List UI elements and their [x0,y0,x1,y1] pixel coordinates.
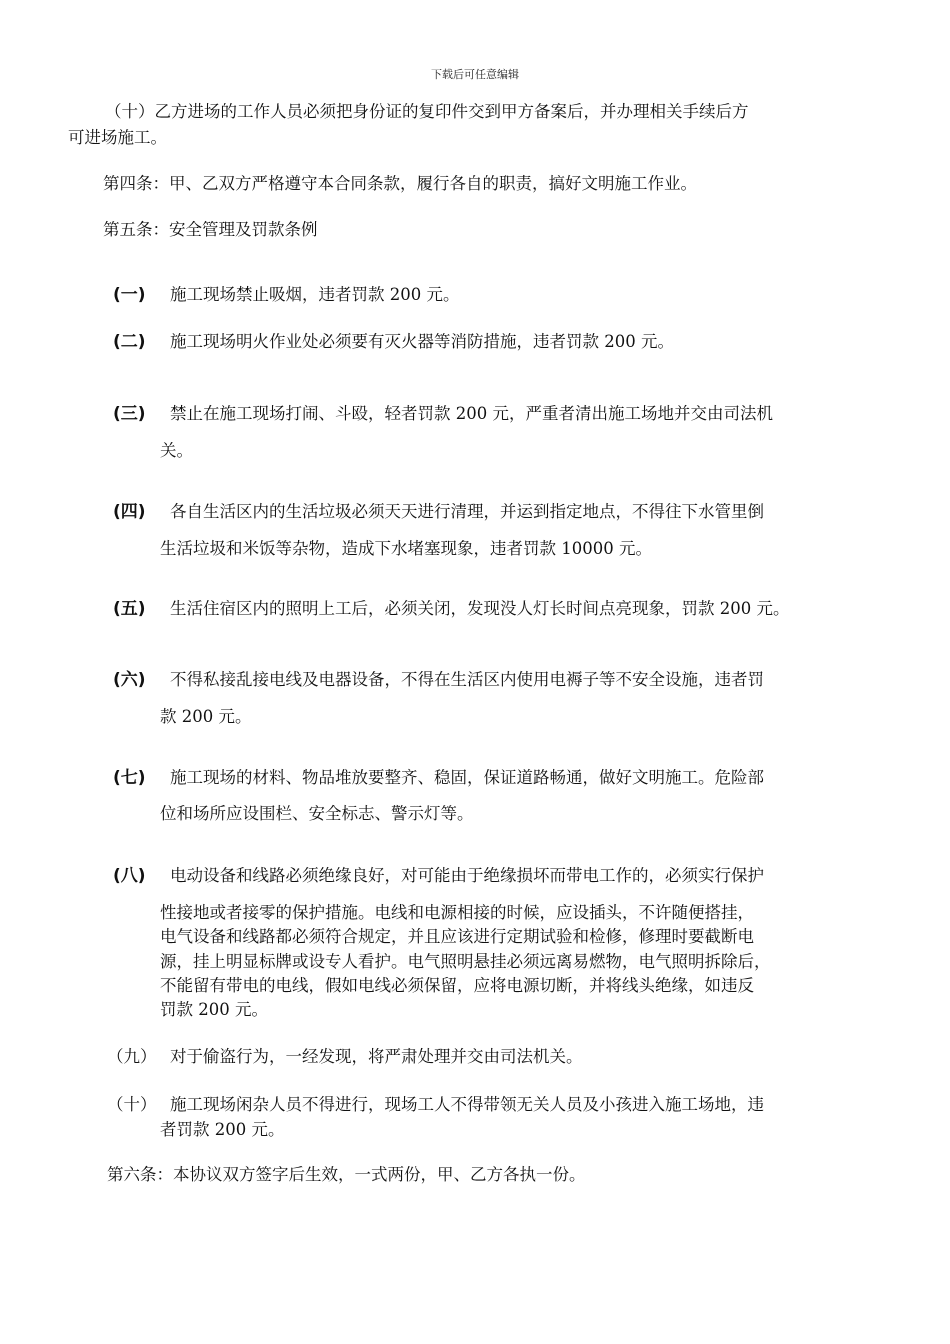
item-7-line-1: 施工现场的材料、物品堆放要整齐、稳固，保证道路畅通，做好文明施工。危险部 [170,768,764,787]
item-6-number: (六) [113,670,146,690]
page-header: 下载后可任意编辑 [431,68,519,81]
item-2-line-1: 施工现场明火作业处必须要有灭火器等消防措施，违者罚款 200 元。 [170,332,674,351]
item-5-number: (五) [113,599,146,619]
item-4-line-1: 各自生活区内的生活垃圾必须天天进行清理，并运到指定地点，不得往下水管里倒 [170,502,764,521]
item-7-line-2: 位和场所应设围栏、安全标志、警示灯等。 [160,804,474,823]
item-8-line-4: 源，挂上明显标牌或设专人看护。电气照明悬挂必须远离易燃物，电气照明拆除后， [160,952,771,971]
item-9-line-1: 对于偷盗行为，一经发现，将严肃处理并交由司法机关。 [170,1047,583,1066]
paragraph-10-line-2: 可进场施工。 [68,128,167,147]
item-2-number: (二) [113,332,146,352]
item-10-line-1: 施工现场闲杂人员不得进行，现场工人不得带领无关人员及小孩进入施工场地，违 [170,1095,764,1114]
paragraph-10-line-1: （十）乙方进场的工作人员必须把身份证的复印件交到甲方备案后，并办理相关手续后方 [105,102,749,121]
item-3-line-1: 禁止在施工现场打闹、斗殴，轻者罚款 200 元，严重者清出施工场地并交由司法机 [170,404,773,423]
item-6-line-2: 款 200 元。 [160,707,252,726]
item-3-number: (三) [113,404,146,424]
item-3-line-2: 关。 [160,441,193,460]
item-10-number: （十） [107,1095,157,1114]
item-8-line-3: 电气设备和线路都必须符合规定，并且应该进行定期试验和检修，修理时要截断电 [160,927,754,946]
item-8-line-2: 性接地或者接零的保护措施。电线和电源相接的时候，应设插头，不许随便搭挂， [160,903,754,922]
item-4-number: (四) [113,502,146,522]
item-7-number: (七) [113,768,146,788]
article-6: 第六条：本协议双方签字后生效，一式两份，甲、乙方各执一份。 [107,1165,586,1184]
article-5-heading: 第五条：安全管理及罚款条例 [103,220,318,239]
article-4: 第四条：甲、乙双方严格遵守本合同条款，履行各自的职责，搞好文明施工作业。 [103,174,697,193]
item-8-number: (八) [113,866,146,886]
item-6-line-1: 不得私接乱接电线及电器设备，不得在生活区内使用电褥子等不安全设施，违者罚 [170,670,764,689]
item-9-number: （九） [107,1047,157,1066]
item-8-line-1: 电动设备和线路必须绝缘良好，对可能由于绝缘损坏而带电工作的，必须实行保护 [170,866,764,885]
item-5-line-1: 生活住宿区内的照明上工后，必须关闭，发现没人灯长时间点亮现象，罚款 200 元。 [170,599,790,618]
item-1-number: (一) [113,285,146,305]
item-10-line-2: 者罚款 200 元。 [160,1120,285,1139]
item-4-line-2: 生活垃圾和米饭等杂物，造成下水堵塞现象，违者罚款 10000 元。 [160,539,652,558]
item-8-line-5: 不能留有带电的电线，假如电线必须保留，应将电源切断，并将线头绝缘，如违反 [160,976,754,995]
item-8-line-6: 罚款 200 元。 [160,1000,268,1019]
item-1-line-1: 施工现场禁止吸烟，违者罚款 200 元。 [170,285,460,304]
